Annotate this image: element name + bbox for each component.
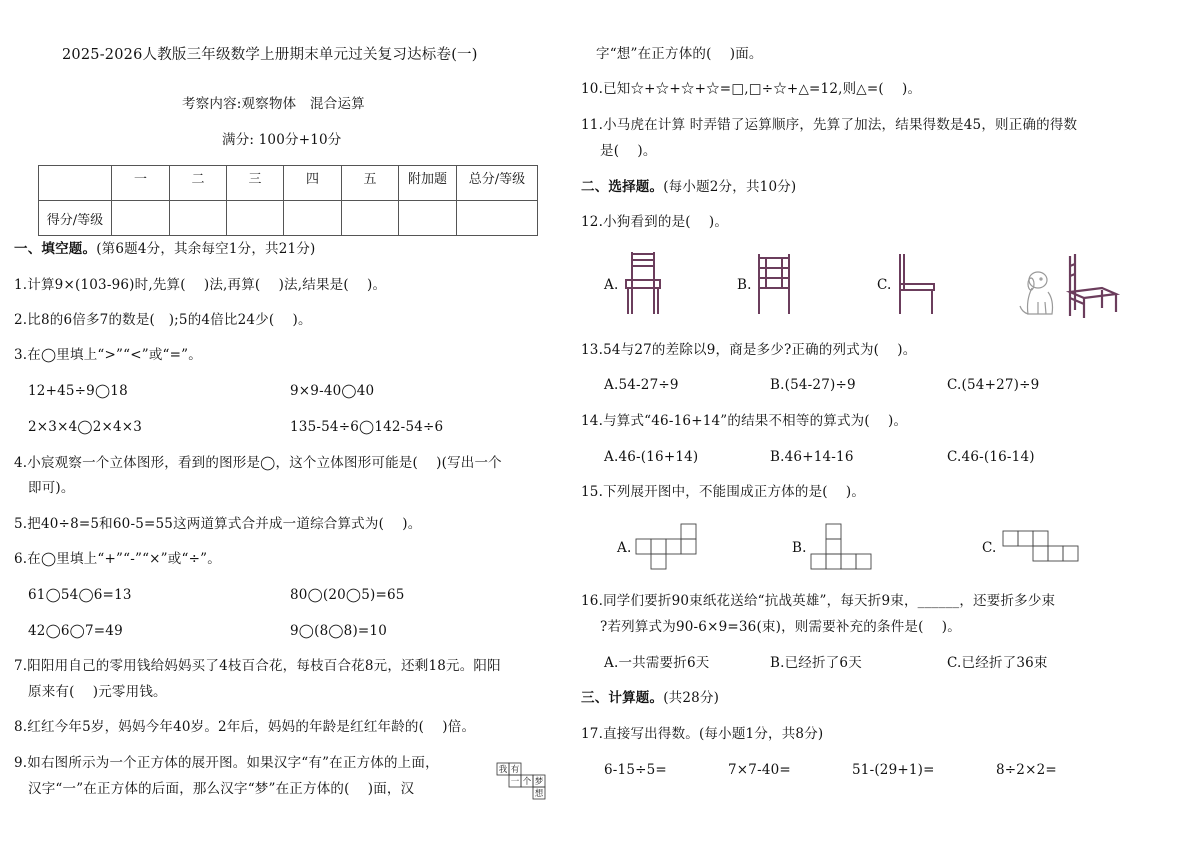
chair-3d-icon: [1070, 254, 1116, 318]
question-16-line1: 16.同学们要折90束纸花送给“抗战英雄”，每天折9束，______，还要折多少束: [581, 593, 1056, 609]
score-cell: [284, 201, 342, 236]
score-cell: [170, 201, 227, 236]
score-cell: [112, 201, 170, 236]
question-6b: 80◯(20◯5)=65: [290, 587, 405, 603]
cube-net-figure: [496, 762, 550, 802]
score-cell: [457, 201, 538, 236]
section-1-note: (第6题4分，其余每空1分，共21分): [96, 241, 316, 257]
question-16-line2: ?若列算式为90-6×9=36(束)，则需要补充的条件是( )。: [600, 619, 961, 635]
question-1: 1.计算9×(103-96)时,先算( )法,再算( )法,结果是( )。: [14, 277, 387, 293]
question-14: 14.与算式“46-16+14”的结果不相等的算式为( )。: [581, 413, 908, 429]
score-table-header-cell: 总分/等级: [457, 166, 538, 201]
score-table: [38, 165, 538, 236]
q14-option-c: C.46-(16-14): [947, 449, 1035, 465]
section-3-heading: [581, 689, 719, 707]
section-2-heading: [581, 178, 796, 196]
question-7-line2: 原来有( )元零用钱。: [28, 684, 167, 700]
question-3a: 12+45÷9◯18: [28, 383, 128, 399]
score-cell: [399, 201, 457, 236]
question-17: 17.直接写出得数。(每小题1分，共8分): [581, 726, 824, 742]
net-char: 我: [498, 765, 508, 775]
section-1-title: 一、填空题。: [14, 241, 97, 257]
q13-option-c: C.(54+27)÷9: [947, 377, 1040, 393]
score-table-header-cell: 四: [284, 166, 342, 201]
q15-option-b-label: B.: [792, 540, 807, 556]
question-2: 2.比8的6倍多7的数是( );5的4倍比24少( )。: [14, 312, 312, 328]
question-12: 12.小狗看到的是( )。: [581, 214, 729, 230]
question-6: 6.在◯里填上“+”“-”“×”或“÷”。: [14, 551, 221, 567]
q17-item: 6-15÷5=: [604, 762, 667, 778]
section-2-title: 二、选择题。: [581, 179, 664, 195]
full-score: 满分: 100分+10分: [222, 132, 342, 148]
chair-back-view-figure: [754, 252, 794, 316]
q16-option-a: A.一共需要折6天: [604, 655, 710, 671]
section-2-note: (每小题2分，共10分): [663, 179, 797, 195]
question-11-line1: 11.小马虎在计算 时弄错了运算顺序，先算了加法，结果得数是45，则正确的得数: [581, 117, 1078, 133]
score-table-header-cell: [39, 166, 112, 201]
net-char: 个: [522, 777, 532, 787]
score-table-header-cell: 一: [112, 166, 170, 201]
question-3d: 135-54÷6◯142-54÷6: [290, 419, 444, 435]
chair-side-view-figure: [896, 252, 938, 316]
question-8: 8.红红今年5岁，妈妈今年40岁。2年后，妈妈的年龄是红红年龄的( )倍。: [14, 719, 476, 735]
dog-and-chair-figure: [1012, 252, 1122, 320]
net-char: 一: [510, 777, 520, 787]
q17-item: 7×7-40=: [728, 762, 791, 778]
q14-option-b: B.46+14-16: [770, 449, 854, 465]
q14-option-a: A.46-(16+14): [604, 449, 699, 465]
question-11-line2: 是( )。: [600, 143, 657, 159]
score-cell: [342, 201, 399, 236]
chair-front-view-figure: [622, 250, 664, 316]
question-10: 10.已知☆+☆+☆+☆=□,□÷☆+△=12,则△=( )。: [581, 81, 922, 97]
q13-option-b: B.(54-27)÷9: [770, 377, 856, 393]
section-1-heading: [14, 240, 315, 258]
score-table-score-row: [39, 201, 538, 236]
section-3-note: (共28分): [663, 690, 720, 706]
question-4-line2: 即可)。: [28, 480, 75, 496]
q15-option-c-label: C.: [982, 540, 997, 556]
section-3-title: 三、计算题。: [581, 690, 664, 706]
question-7-line1: 7.阳阳用自己的零用钱给妈妈买了4枝百合花，每枝百合花8元，还剩18元。阳阳: [14, 658, 501, 674]
net-option-a-figure: [635, 522, 699, 570]
q12-option-b-label: B.: [737, 277, 752, 293]
net-char: 梦: [534, 777, 544, 787]
q17-item: 8÷2×2=: [996, 762, 1057, 778]
question-6a: 61◯54◯6=13: [28, 587, 132, 603]
question-3b: 9×9-40◯40: [290, 383, 375, 399]
question-15: 15.下列展开图中，不能围成正方体的是( )。: [581, 484, 866, 500]
exam-title: 2025-2026人教版三年级数学上册期末单元过关复习达标卷(一): [62, 47, 478, 63]
score-table-header-cell: 附加题: [399, 166, 457, 201]
score-row-label: 得分/等级: [39, 201, 112, 236]
question-3: 3.在◯里填上“>”“<”或“=”。: [14, 347, 202, 363]
net-char: 想: [534, 789, 544, 799]
q16-option-c: C.已经折了36束: [947, 655, 1048, 671]
question-6c: 42◯6◯7=49: [28, 623, 123, 639]
q15-option-a-label: A.: [617, 540, 632, 556]
net-option-c-figure: [1002, 530, 1082, 564]
question-13: 13.54与27的差除以9，商是多少?正确的列式为( )。: [581, 342, 917, 358]
score-cell: [227, 201, 284, 236]
question-9-line3: 字“想”在正方体的( )面。: [596, 46, 763, 62]
net-char: 有: [510, 765, 520, 775]
exam-content: 考察内容:观察物体 混合运算: [182, 96, 365, 112]
score-table-header-row: [39, 166, 538, 201]
question-6d: 9◯(8◯8)=10: [290, 623, 388, 639]
q12-option-c-label: C.: [877, 277, 892, 293]
net-option-b-figure: [810, 522, 874, 570]
q17-item: 51-(29+1)=: [852, 762, 935, 778]
score-table-header-cell: 五: [342, 166, 399, 201]
dog-icon: [1020, 272, 1053, 314]
q16-option-b: B.已经折了6天: [770, 655, 862, 671]
question-3c: 2×3×4◯2×4×3: [28, 419, 143, 435]
q12-option-a-label: A.: [604, 277, 619, 293]
question-9-line1: 9.如右图所示为一个正方体的展开图。如果汉字“有”在正方体的上面，: [14, 755, 439, 771]
score-table-header-cell: 三: [227, 166, 284, 201]
question-9-line2: 汉字“一”在正方体的后面，那么汉字“梦”在正方体的( )面，汉: [28, 781, 415, 797]
q13-option-a: A.54-27÷9: [604, 377, 679, 393]
score-table-header-cell: 二: [170, 166, 227, 201]
question-4-line1: 4.小宸观察一个立体图形，看到的图形是◯，这个立体图形可能是( )(写出一个: [14, 455, 502, 471]
question-5: 5.把40÷8=5和60-5=55这两道算式合并成一道综合算式为( )。: [14, 516, 422, 532]
